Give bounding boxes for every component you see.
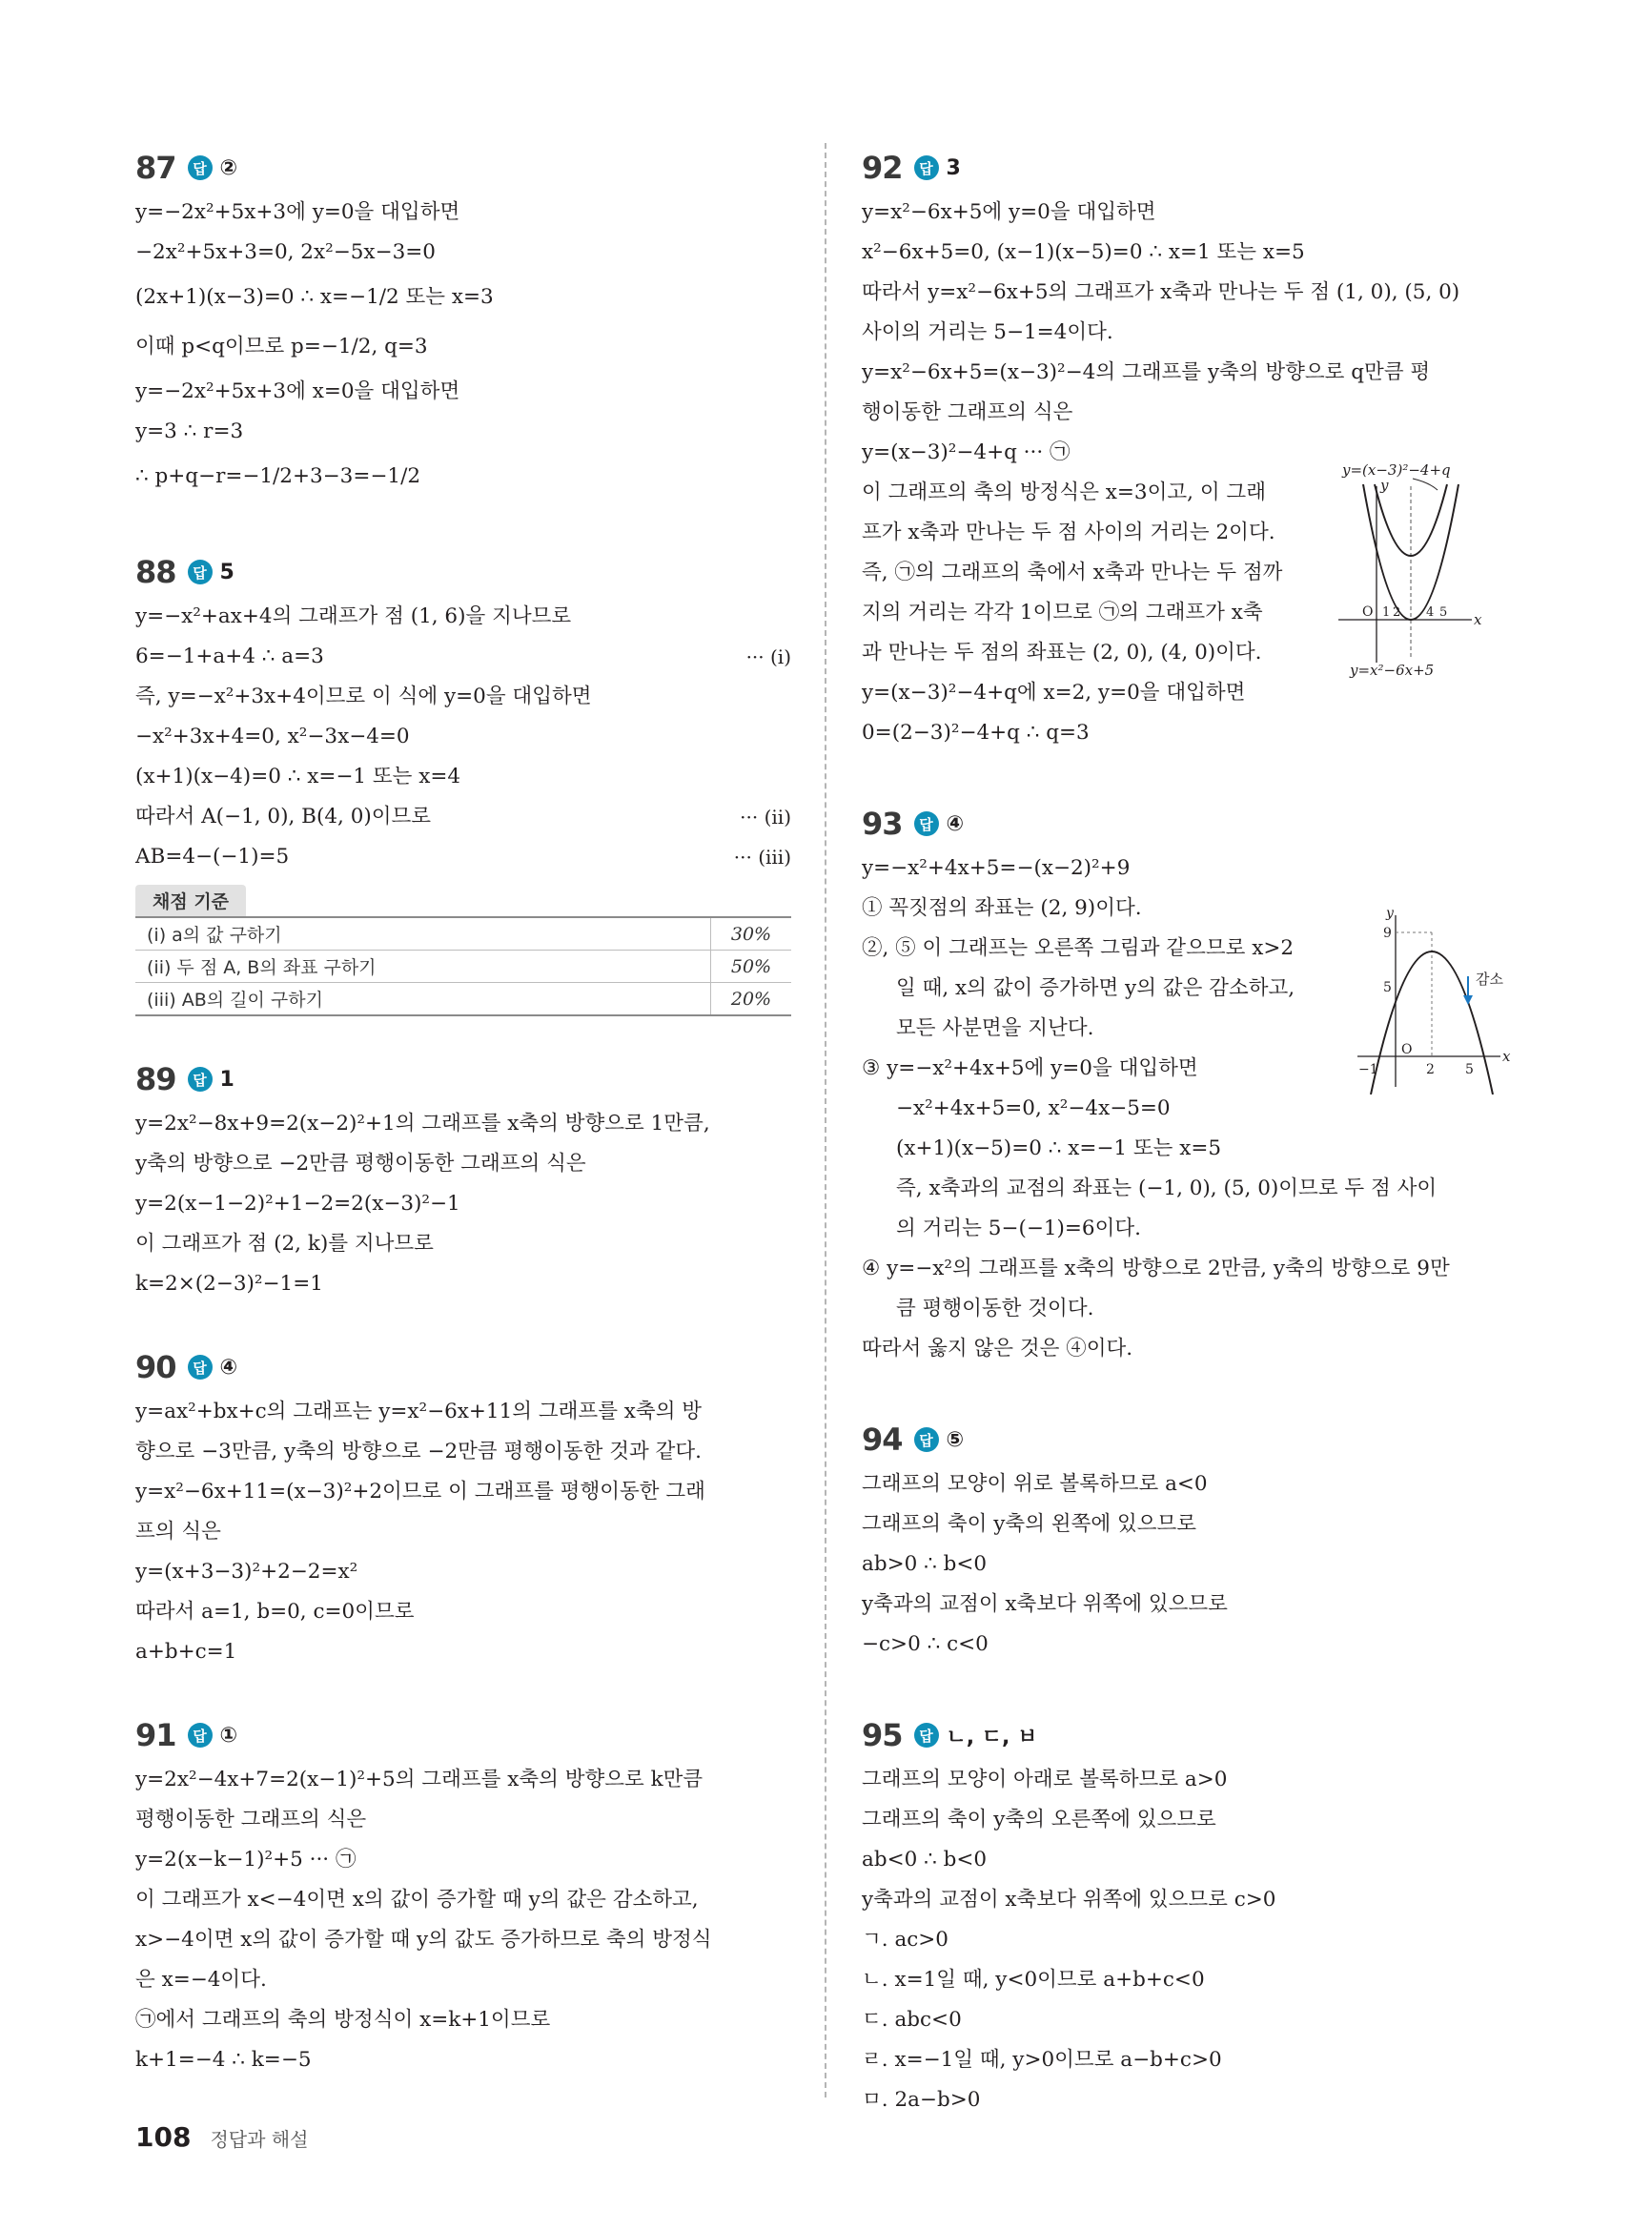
solution-line: ∴ p+q−r=−1/2+3−3=−1/2 bbox=[135, 464, 420, 488]
grading-step: (i) a의 값 구하기 bbox=[135, 917, 711, 951]
solution-line: y축과의 교점이 x축보다 위쪽에 있으므로 c>0 bbox=[862, 1888, 1276, 1912]
solution-line: k=2×(2−3)²−1=1 bbox=[135, 1272, 323, 1296]
problem-88 bbox=[135, 547, 791, 1016]
arrow-head bbox=[1463, 995, 1473, 1005]
problem-header bbox=[862, 143, 1519, 193]
problem-header bbox=[135, 143, 791, 193]
tick-label: 1 bbox=[1382, 605, 1391, 620]
answer-value: ④ bbox=[946, 811, 965, 836]
answer-badge: 답 bbox=[914, 155, 939, 180]
answer-badge: 답 bbox=[188, 155, 213, 180]
problem-number: 87 bbox=[135, 150, 176, 186]
solution-line: 이 그래프가 점 (2, k)를 지나므로 bbox=[135, 1232, 434, 1256]
answer-value: ② bbox=[219, 155, 238, 180]
problem-92 bbox=[862, 143, 1519, 753]
solution-line: y=ax²+bx+c의 그래프는 y=x²−6x+11의 그래프를 x축의 방 bbox=[135, 1400, 703, 1423]
solution-line: k+1=−4 ∴ k=−5 bbox=[135, 2048, 312, 2072]
solution-line: 프의 식은 bbox=[135, 1520, 221, 1544]
solution-line: 큼 평행이동한 것이다. bbox=[896, 1297, 1094, 1320]
problem-header bbox=[862, 1415, 1519, 1464]
answer-badge: 답 bbox=[188, 1067, 213, 1092]
solution-line: −c>0 ∴ c<0 bbox=[862, 1632, 989, 1656]
grading-step: (ii) 두 점 A, B의 좌표 구하기 bbox=[135, 951, 711, 983]
problem-number: 91 bbox=[135, 1717, 176, 1753]
solution-line: y=(x−3)²−4+q ··· ㉠ bbox=[862, 440, 1071, 464]
solution-line: y=x²−6x+5에 y=0을 대입하면 bbox=[862, 200, 1156, 224]
solution-line: (x+1)(x−5)=0 ∴ x=−1 또는 x=5 bbox=[896, 1136, 1222, 1160]
problem-header bbox=[135, 1710, 791, 1760]
problem-header bbox=[135, 547, 791, 597]
solution-line: (2x+1)(x−3)=0 ∴ x=−1/2 또는 x=3 bbox=[135, 285, 494, 309]
answer-badge: 답 bbox=[914, 811, 939, 836]
x-axis-label: x bbox=[1474, 611, 1482, 628]
grading-step: (iii) AB의 길이 구하기 bbox=[135, 983, 711, 1016]
answer-badge: 답 bbox=[188, 560, 213, 584]
tick-label: 4 bbox=[1426, 605, 1435, 620]
solution-line: ㅁ. 2a−b>0 bbox=[862, 2088, 981, 2112]
y-tick-label: 9 bbox=[1383, 926, 1392, 941]
problem-header bbox=[862, 1710, 1519, 1760]
left-column bbox=[135, 143, 791, 2080]
y-axis-label: y bbox=[1380, 477, 1389, 494]
solution-line: 평행이동한 그래프의 식은 bbox=[135, 1808, 367, 1831]
solution-line bbox=[135, 797, 791, 837]
answer-value: 1 bbox=[219, 1067, 235, 1092]
solution-line: 모든 사분면을 지난다. bbox=[896, 1016, 1094, 1040]
answer-value: 5 bbox=[219, 560, 235, 584]
problem-header bbox=[135, 1054, 791, 1104]
solution-line: 즉, y=−x²+3x+4이므로 이 식에 y=0을 대입하면 bbox=[135, 685, 592, 708]
grading-criteria bbox=[135, 885, 791, 1016]
solution-line: 따라서 a=1, b=0, c=0이므로 bbox=[135, 1600, 415, 1624]
solution-line: 사이의 거리는 5−1=4이다. bbox=[862, 320, 1113, 344]
solution-line: ③ y=−x²+4x+5에 y=0을 대입하면 bbox=[862, 1056, 1198, 1080]
origin-label: O bbox=[1362, 604, 1374, 620]
y-tick-label: 5 bbox=[1383, 980, 1392, 995]
answer-value: ㄴ, ㄷ, ㅂ bbox=[946, 1725, 1038, 1749]
problem-93 bbox=[862, 799, 1519, 1369]
solution-line: ab>0 ∴ b<0 bbox=[862, 1552, 988, 1576]
solution-line: 행이동한 그래프의 식은 bbox=[862, 400, 1073, 424]
right-column bbox=[862, 143, 1519, 2120]
footer-label: 정답과 해설 bbox=[210, 2128, 309, 2151]
solution-line: y=−2x²+5x+3에 y=0을 대입하면 bbox=[135, 200, 460, 224]
origin-label: O bbox=[1401, 1042, 1413, 1057]
table-row bbox=[135, 951, 791, 983]
x-axis-label: x bbox=[1502, 1048, 1511, 1065]
solution-line: y=−x²+4x+5=−(x−2)²+9 bbox=[862, 856, 1131, 880]
solution-line: 그래프의 모양이 위로 볼록하므로 a<0 bbox=[862, 1472, 1208, 1496]
solution-line: y=2x²−4x+7=2(x−1)²+5의 그래프를 x축의 방향으로 k만큼 bbox=[135, 1768, 704, 1791]
step-tag: ··· (i) bbox=[745, 645, 791, 668]
grading-title: 채점 기준 bbox=[135, 885, 246, 916]
problem-89 bbox=[135, 1054, 791, 1304]
answer-value: ① bbox=[219, 1723, 238, 1748]
solution-line: ㉠에서 그래프의 축의 방정식이 x=k+1이므로 bbox=[135, 2008, 551, 2032]
table-row bbox=[135, 917, 791, 951]
solution-line: y=2(x−1−2)²+1−2=2(x−3)²−1 bbox=[135, 1192, 460, 1216]
solution-line: 따라서 옳지 않은 것은 ④이다. bbox=[862, 1337, 1133, 1361]
solution-line: (x+1)(x−4)=0 ∴ x=−1 또는 x=4 bbox=[135, 765, 461, 788]
solution-line: ㄴ. x=1일 때, y<0이므로 a+b+c<0 bbox=[862, 1968, 1205, 1992]
x-tick-label: 5 bbox=[1465, 1062, 1474, 1077]
solution-line: y=2x²−8x+9=2(x−2)²+1의 그래프를 x축의 방향으로 1만큼, bbox=[135, 1112, 710, 1135]
solution-line: 향으로 −3만큼, y축의 방향으로 −2만큼 평행이동한 것과 같다. bbox=[135, 1440, 702, 1463]
problem-number: 94 bbox=[862, 1422, 903, 1458]
answer-value: ⑤ bbox=[946, 1427, 965, 1452]
problem-90 bbox=[135, 1342, 791, 1672]
x-tick-label: −1 bbox=[1358, 1062, 1378, 1077]
solution-line bbox=[135, 837, 791, 877]
solution-line: ㄱ. ac>0 bbox=[862, 1928, 948, 1952]
solution-line: y=x²−6x+11=(x−3)²+2이므로 이 그래프를 평행이동한 그래 bbox=[135, 1480, 705, 1504]
solution-line: 은 x=−4이다. bbox=[135, 1968, 267, 1992]
solution-line: 따라서 y=x²−6x+5의 그래프가 x축과 만나는 두 점 (1, 0), (5, 0) bbox=[862, 280, 1460, 304]
problem-number: 95 bbox=[862, 1717, 903, 1753]
problem-91 bbox=[135, 1710, 791, 2080]
solution-text: AB=4−(−1)=5 bbox=[135, 845, 290, 869]
solution-line: 과 만나는 두 점의 좌표는 (2, 0), (4, 0)이다. bbox=[862, 641, 1262, 665]
problem-header bbox=[135, 1342, 791, 1392]
page-number: 108 bbox=[135, 2121, 192, 2153]
answer-value: ④ bbox=[219, 1355, 238, 1380]
solution-line: 프가 x축과 만나는 두 점 사이의 거리는 2이다. bbox=[862, 521, 1275, 544]
grading-percent: 20% bbox=[711, 983, 792, 1016]
solution-line: y=(x−3)²−4+q에 x=2, y=0을 대입하면 bbox=[862, 681, 1246, 705]
answer-badge: 답 bbox=[914, 1723, 939, 1748]
solution-line: x²−6x+5=0, (x−1)(x−5)=0 ∴ x=1 또는 x=5 bbox=[862, 240, 1305, 264]
page-footer bbox=[135, 2121, 308, 2153]
solution-line: 즉, x축과의 교점의 좌표는 (−1, 0), (5, 0)이므로 두 점 사이 bbox=[896, 1176, 1438, 1200]
solution-line: 그래프의 축이 y축의 왼쪽에 있으므로 bbox=[862, 1512, 1197, 1536]
solution-line: 그래프의 모양이 아래로 볼록하므로 a>0 bbox=[862, 1768, 1228, 1791]
problem-number: 90 bbox=[135, 1349, 176, 1385]
tick-label: 2 bbox=[1393, 605, 1401, 620]
solution-line: 이때 p<q이므로 p=−1/2, q=3 bbox=[135, 335, 428, 358]
answer-badge: 답 bbox=[914, 1427, 939, 1452]
solution-line: y=−2x²+5x+3에 x=0을 대입하면 bbox=[135, 379, 460, 403]
problem-94 bbox=[862, 1415, 1519, 1665]
solution-text: 6=−1+a+4 ∴ a=3 bbox=[135, 644, 324, 668]
grading-table bbox=[135, 916, 791, 1016]
step-tag: ··· (iii) bbox=[733, 846, 791, 869]
solution-line: y=x²−6x+5=(x−3)²−4의 그래프를 y축의 방향으로 q만큼 평 bbox=[862, 360, 1431, 384]
problem-number: 88 bbox=[135, 554, 176, 590]
solution-line: y=(x+3−3)²+2−2=x² bbox=[135, 1560, 358, 1584]
solution-text: 따라서 A(−1, 0), B(4, 0)이므로 bbox=[135, 805, 432, 829]
figure-label: y=x²−6x+5 bbox=[1350, 662, 1435, 679]
solution-line: ㄷ. abc<0 bbox=[862, 2008, 962, 2032]
tick-label: 5 bbox=[1439, 605, 1448, 620]
table-row bbox=[135, 983, 791, 1016]
solution-line: 그래프의 축이 y축의 오른쪽에 있으므로 bbox=[862, 1808, 1216, 1831]
answer-badge: 답 bbox=[188, 1355, 213, 1380]
problem-header bbox=[862, 799, 1519, 849]
solution-line: 이 그래프가 x<−4이면 x의 값이 증가할 때 y의 값은 감소하고, bbox=[135, 1888, 699, 1912]
solution-line: ① 꼭짓점의 좌표는 (2, 9)이다. bbox=[862, 896, 1142, 920]
label-pointer bbox=[1413, 479, 1438, 490]
answer-value: 3 bbox=[946, 155, 961, 180]
solution-line: ④ y=−x²의 그래프를 x축의 방향으로 2만큼, y축의 방향으로 9만 bbox=[862, 1257, 1450, 1280]
solution-line: y=2(x−k−1)²+5 ··· ㉠ bbox=[135, 1848, 357, 1872]
problem-87 bbox=[135, 143, 791, 501]
solution-line: −x²+3x+4=0, x²−3x−4=0 bbox=[135, 725, 410, 748]
solution-line: y=3 ∴ r=3 bbox=[135, 419, 244, 443]
column-divider bbox=[825, 143, 826, 2097]
solution-line: 0=(2−3)²−4+q ∴ q=3 bbox=[862, 721, 1090, 745]
solution-line: 의 거리는 5−(−1)=6이다. bbox=[896, 1217, 1141, 1240]
parabola-figure-93 bbox=[1357, 904, 1519, 1095]
grading-percent: 50% bbox=[711, 951, 792, 983]
x-tick-label: 2 bbox=[1426, 1062, 1435, 1077]
solution-line: 이 그래프의 축의 방정식은 x=3이고, 이 그래 bbox=[862, 481, 1266, 504]
solution-line bbox=[135, 637, 791, 677]
solution-line: ab<0 ∴ b<0 bbox=[862, 1848, 988, 1872]
solution-line: y축과의 교점이 x축보다 위쪽에 있으므로 bbox=[862, 1592, 1228, 1616]
solution-line: y=−x²+ax+4의 그래프가 점 (1, 6)을 지나므로 bbox=[135, 604, 572, 628]
parabola-shifted bbox=[1363, 484, 1458, 620]
solution-line: −2x²+5x+3=0, 2x²−5x−3=0 bbox=[135, 240, 436, 264]
decrease-label: 감소 bbox=[1476, 971, 1503, 988]
answer-badge: 답 bbox=[188, 1723, 213, 1748]
solution-line: y축의 방향으로 −2만큼 평행이동한 그래프의 식은 bbox=[135, 1152, 586, 1176]
solution-line: a+b+c=1 bbox=[135, 1640, 237, 1664]
solution-line: ㄹ. x=−1일 때, y>0이므로 a−b+c>0 bbox=[862, 2048, 1222, 2072]
solution-line: ②, ⑤ 이 그래프는 오른쪽 그림과 같으므로 x>2 bbox=[862, 936, 1295, 960]
solution-line: 일 때, x의 값이 증가하면 y의 값은 감소하고, bbox=[896, 976, 1295, 1000]
figure-label: y=(x−3)²−4+q bbox=[1342, 461, 1451, 479]
solution-line: 즉, ㉠의 그래프의 축에서 x축과 만나는 두 점까 bbox=[862, 561, 1283, 584]
parabola-figure-92 bbox=[1338, 458, 1519, 696]
y-axis-label: y bbox=[1386, 906, 1394, 921]
problem-number: 93 bbox=[862, 806, 903, 842]
solution-line: x>−4이면 x의 값이 증가할 때 y의 값도 증가하므로 축의 방정식 bbox=[135, 1928, 712, 1952]
grading-percent: 30% bbox=[711, 917, 792, 951]
problem-number: 89 bbox=[135, 1061, 176, 1097]
solution-line: 지의 거리는 각각 1이므로 ㉠의 그래프가 x축 bbox=[862, 601, 1263, 624]
problem-95 bbox=[862, 1710, 1519, 2120]
problem-number: 92 bbox=[862, 150, 903, 186]
step-tag: ··· (ii) bbox=[740, 806, 791, 829]
solution-line: −x²+4x+5=0, x²−4x−5=0 bbox=[896, 1096, 1171, 1120]
